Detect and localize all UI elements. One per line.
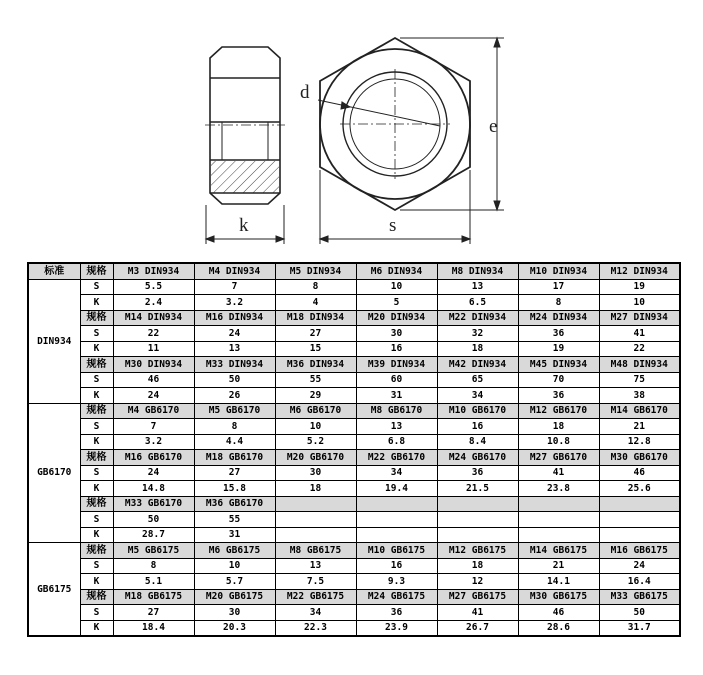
size-row — [28, 589, 680, 605]
s-value-cell: 22 — [113, 326, 194, 342]
size-cell: M4 DIN934 — [194, 263, 275, 279]
size-cell: M12 GB6170 — [518, 403, 599, 419]
s-value-row — [28, 605, 680, 621]
s-value-cell: 41 — [437, 605, 518, 621]
spec-label: 规格 — [80, 450, 113, 466]
k-value-cell: 24 — [113, 388, 194, 404]
s-value-cell — [599, 512, 680, 528]
k-value-row — [28, 434, 680, 450]
size-cell — [356, 496, 437, 512]
size-cell: M30 DIN934 — [113, 357, 194, 373]
s-value-cell: 30 — [194, 605, 275, 621]
s-label: S — [80, 279, 113, 295]
s-value-cell: 41 — [518, 465, 599, 481]
spec-label: 规格 — [80, 589, 113, 605]
k-value-cell: 7.5 — [275, 574, 356, 590]
s-value-cell: 7 — [194, 279, 275, 295]
k-value-cell: 15 — [275, 341, 356, 357]
k-value-cell: 15.8 — [194, 481, 275, 497]
k-value-cell — [599, 527, 680, 543]
s-value-cell: 13 — [437, 279, 518, 295]
size-cell: M16 GB6170 — [113, 450, 194, 466]
k-value-cell: 12 — [437, 574, 518, 590]
size-cell: M24 GB6175 — [356, 589, 437, 605]
s-value-cell: 27 — [113, 605, 194, 621]
size-cell: M22 GB6175 — [275, 589, 356, 605]
size-cell: M6 GB6175 — [194, 543, 275, 559]
k-label: K — [80, 295, 113, 311]
k-value-cell: 22.3 — [275, 620, 356, 636]
k-value-cell: 19 — [518, 341, 599, 357]
size-cell — [518, 496, 599, 512]
s-value-cell: 36 — [437, 465, 518, 481]
k-value-cell: 16 — [356, 341, 437, 357]
s-value-row — [28, 558, 680, 574]
k-value-cell: 18.4 — [113, 620, 194, 636]
k-value-cell — [518, 527, 599, 543]
k-value-cell: 26 — [194, 388, 275, 404]
s-value-cell: 5.5 — [113, 279, 194, 295]
size-cell — [275, 496, 356, 512]
k-label: K — [80, 574, 113, 590]
k-value-row — [28, 481, 680, 497]
k-value-cell: 9.3 — [356, 574, 437, 590]
k-value-cell: 6.5 — [437, 295, 518, 311]
size-cell — [437, 496, 518, 512]
k-value-row — [28, 341, 680, 357]
k-value-cell: 14.8 — [113, 481, 194, 497]
size-cell: M20 GB6170 — [275, 450, 356, 466]
s-value-row — [28, 419, 680, 435]
k-value-cell: 28.7 — [113, 527, 194, 543]
k-value-cell: 18 — [275, 481, 356, 497]
size-cell — [599, 496, 680, 512]
k-value-row — [28, 388, 680, 404]
size-cell: M10 GB6175 — [356, 543, 437, 559]
s-value-cell: 18 — [437, 558, 518, 574]
size-cell: M24 GB6170 — [437, 450, 518, 466]
spec-label: 规格 — [80, 496, 113, 512]
s-value-cell: 46 — [113, 372, 194, 388]
s-value-cell: 16 — [437, 419, 518, 435]
s-value-cell — [356, 512, 437, 528]
spec-label: 规格 — [80, 403, 113, 419]
s-value-cell: 65 — [437, 372, 518, 388]
spec-label: 规格 — [80, 543, 113, 559]
nut-front-view — [320, 38, 470, 210]
k-value-cell: 13 — [194, 341, 275, 357]
k-value-cell: 12.8 — [599, 434, 680, 450]
size-cell: M48 DIN934 — [599, 357, 680, 373]
spec-label: 规格 — [80, 310, 113, 326]
k-label: K — [80, 434, 113, 450]
s-label: S — [80, 465, 113, 481]
k-value-cell: 3.2 — [194, 295, 275, 311]
k-value-cell: 31 — [194, 527, 275, 543]
s-value-cell: 16 — [356, 558, 437, 574]
size-cell: M27 GB6175 — [437, 589, 518, 605]
size-row — [28, 450, 680, 466]
size-cell: M30 GB6175 — [518, 589, 599, 605]
standard-label: DIN934 — [28, 279, 80, 403]
s-value-cell: 55 — [194, 512, 275, 528]
size-cell: M12 DIN934 — [599, 263, 680, 279]
nut-side-view — [205, 47, 285, 204]
k-value-cell: 5.1 — [113, 574, 194, 590]
k-value-cell: 31 — [356, 388, 437, 404]
s-value-cell: 13 — [275, 558, 356, 574]
k-value-cell: 10 — [599, 295, 680, 311]
size-cell: M39 DIN934 — [356, 357, 437, 373]
k-value-cell: 22 — [599, 341, 680, 357]
size-cell: M5 GB6170 — [194, 403, 275, 419]
k-value-cell: 4.4 — [194, 434, 275, 450]
s-label: S — [80, 419, 113, 435]
size-cell: M6 GB6170 — [275, 403, 356, 419]
k-value-cell: 36 — [518, 388, 599, 404]
s-label: S — [80, 512, 113, 528]
k-value-cell: 14.1 — [518, 574, 599, 590]
k-label: K — [80, 341, 113, 357]
size-cell: M22 DIN934 — [437, 310, 518, 326]
size-cell: M33 GB6175 — [599, 589, 680, 605]
k-value-cell: 3.2 — [113, 434, 194, 450]
s-value-cell: 10 — [356, 279, 437, 295]
s-value-cell: 70 — [518, 372, 599, 388]
size-cell: M22 GB6170 — [356, 450, 437, 466]
k-value-cell: 4 — [275, 295, 356, 311]
s-value-cell: 21 — [599, 419, 680, 435]
size-cell: M24 DIN934 — [518, 310, 599, 326]
s-value-row — [28, 279, 680, 295]
k-value-cell: 23.8 — [518, 481, 599, 497]
k-value-cell: 25.6 — [599, 481, 680, 497]
k-value-cell: 2.4 — [113, 295, 194, 311]
k-label: K — [80, 527, 113, 543]
label-e: e — [489, 116, 498, 137]
label-s: s — [389, 215, 397, 236]
size-cell: M10 DIN934 — [518, 263, 599, 279]
k-value-cell: 8.4 — [437, 434, 518, 450]
k-value-cell: 34 — [437, 388, 518, 404]
k-value-cell — [437, 527, 518, 543]
header-standard: 标准 — [28, 263, 80, 279]
k-value-row — [28, 527, 680, 543]
s-value-cell: 18 — [518, 419, 599, 435]
s-value-cell: 50 — [194, 372, 275, 388]
s-label: S — [80, 605, 113, 621]
label-d: d — [300, 82, 310, 103]
s-value-cell: 41 — [599, 326, 680, 342]
size-cell: M16 DIN934 — [194, 310, 275, 326]
hex-nut-technical-drawing — [0, 0, 703, 255]
k-value-cell: 5 — [356, 295, 437, 311]
s-value-cell: 50 — [599, 605, 680, 621]
s-label: S — [80, 558, 113, 574]
size-cell: M8 GB6170 — [356, 403, 437, 419]
s-value-cell: 24 — [113, 465, 194, 481]
k-value-cell: 23.9 — [356, 620, 437, 636]
s-value-cell: 36 — [356, 605, 437, 621]
size-cell: M45 DIN934 — [518, 357, 599, 373]
k-value-cell — [356, 527, 437, 543]
s-value-cell: 8 — [194, 419, 275, 435]
size-cell: M20 GB6175 — [194, 589, 275, 605]
size-cell: M12 GB6175 — [437, 543, 518, 559]
size-cell: M3 DIN934 — [113, 263, 194, 279]
s-value-cell: 8 — [113, 558, 194, 574]
k-value-cell: 8 — [518, 295, 599, 311]
k-value-row — [28, 620, 680, 636]
size-cell: M36 DIN934 — [275, 357, 356, 373]
size-cell: M42 DIN934 — [437, 357, 518, 373]
size-cell: M14 GB6170 — [599, 403, 680, 419]
s-value-cell: 34 — [356, 465, 437, 481]
k-value-cell: 10.8 — [518, 434, 599, 450]
k-label: K — [80, 620, 113, 636]
size-cell: M20 DIN934 — [356, 310, 437, 326]
k-value-row — [28, 295, 680, 311]
s-value-row — [28, 372, 680, 388]
size-cell: M14 GB6175 — [518, 543, 599, 559]
standard-label: GB6170 — [28, 403, 80, 543]
k-value-cell: 5.2 — [275, 434, 356, 450]
k-value-cell: 5.7 — [194, 574, 275, 590]
size-row — [28, 310, 680, 326]
s-value-cell: 19 — [599, 279, 680, 295]
size-cell: M18 GB6170 — [194, 450, 275, 466]
s-value-row — [28, 465, 680, 481]
k-value-cell: 28.6 — [518, 620, 599, 636]
s-value-cell: 50 — [113, 512, 194, 528]
size-cell: M18 GB6175 — [113, 589, 194, 605]
s-value-cell: 7 — [113, 419, 194, 435]
k-value-cell: 29 — [275, 388, 356, 404]
s-value-cell: 30 — [356, 326, 437, 342]
size-cell: M6 DIN934 — [356, 263, 437, 279]
s-value-cell: 24 — [194, 326, 275, 342]
size-cell: M10 GB6170 — [437, 403, 518, 419]
s-label: S — [80, 372, 113, 388]
k-label: K — [80, 481, 113, 497]
header-spec: 规格 — [80, 263, 113, 279]
s-value-cell: 24 — [599, 558, 680, 574]
k-value-cell: 11 — [113, 341, 194, 357]
s-value-row — [28, 326, 680, 342]
size-cell: M4 GB6170 — [113, 403, 194, 419]
size-row — [28, 543, 680, 559]
s-value-cell: 75 — [599, 372, 680, 388]
size-cell: M8 GB6175 — [275, 543, 356, 559]
s-value-cell: 46 — [518, 605, 599, 621]
k-value-cell: 31.7 — [599, 620, 680, 636]
s-value-cell: 36 — [518, 326, 599, 342]
s-value-cell: 27 — [194, 465, 275, 481]
size-cell: M27 GB6170 — [518, 450, 599, 466]
spec-label: 规格 — [80, 357, 113, 373]
size-row — [28, 357, 680, 373]
s-value-cell: 21 — [518, 558, 599, 574]
size-cell: M33 DIN934 — [194, 357, 275, 373]
k-label: K — [80, 388, 113, 404]
size-cell: M14 DIN934 — [113, 310, 194, 326]
size-cell: M5 DIN934 — [275, 263, 356, 279]
s-value-cell: 30 — [275, 465, 356, 481]
k-value-cell: 38 — [599, 388, 680, 404]
k-value-cell: 21.5 — [437, 481, 518, 497]
k-value-cell: 16.4 — [599, 574, 680, 590]
s-value-cell: 17 — [518, 279, 599, 295]
size-cell: M27 DIN934 — [599, 310, 680, 326]
k-value-cell: 6.8 — [356, 434, 437, 450]
k-value-cell: 19.4 — [356, 481, 437, 497]
k-value-row — [28, 574, 680, 590]
s-value-cell: 27 — [275, 326, 356, 342]
s-value-cell: 46 — [599, 465, 680, 481]
size-cell: M18 DIN934 — [275, 310, 356, 326]
s-value-cell: 32 — [437, 326, 518, 342]
s-label: S — [80, 326, 113, 342]
size-cell: M30 GB6170 — [599, 450, 680, 466]
s-value-cell — [518, 512, 599, 528]
s-value-cell: 10 — [275, 419, 356, 435]
s-value-cell: 8 — [275, 279, 356, 295]
k-value-cell: 18 — [437, 341, 518, 357]
s-value-cell — [275, 512, 356, 528]
s-value-row — [28, 512, 680, 528]
size-cell: M16 GB6175 — [599, 543, 680, 559]
s-value-cell: 55 — [275, 372, 356, 388]
size-cell: M36 GB6170 — [194, 496, 275, 512]
s-value-cell: 13 — [356, 419, 437, 435]
size-cell: M8 DIN934 — [437, 263, 518, 279]
label-k: k — [239, 215, 249, 236]
s-value-cell: 60 — [356, 372, 437, 388]
s-value-cell — [437, 512, 518, 528]
table-header-row — [28, 263, 680, 279]
size-row — [28, 403, 680, 419]
size-cell: M5 GB6175 — [113, 543, 194, 559]
k-value-cell: 26.7 — [437, 620, 518, 636]
standard-label: GB6175 — [28, 543, 80, 637]
s-value-cell: 10 — [194, 558, 275, 574]
k-value-cell — [275, 527, 356, 543]
s-value-cell: 34 — [275, 605, 356, 621]
k-value-cell: 20.3 — [194, 620, 275, 636]
size-cell: M33 GB6170 — [113, 496, 194, 512]
nut-size-specification-table — [27, 262, 681, 637]
size-row — [28, 496, 680, 512]
